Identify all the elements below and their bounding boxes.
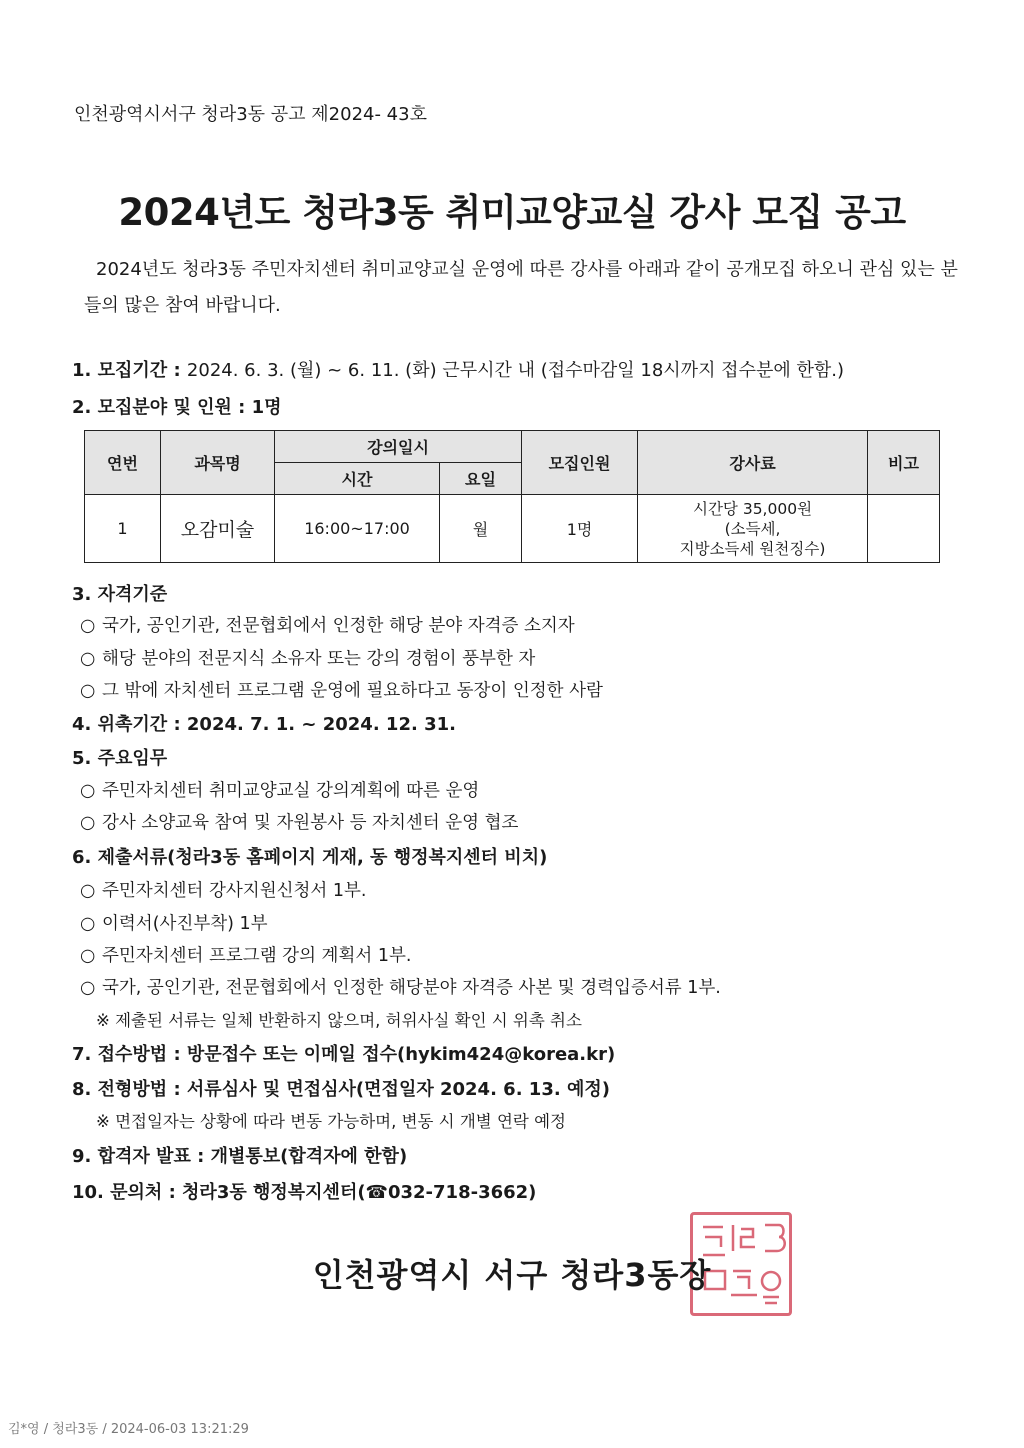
section-5: 5. 주요임무 [72,748,168,769]
list-item: ○ 주민자치센터 강사지원신청서 1부. [80,881,367,901]
list-item: ○ 국가, 공인기관, 전문협회에서 인정한 해당분야 자격증 사본 및 경력입증서류 1부. [80,978,721,998]
list-item: ○ 강사 소양교육 참여 및 자원봉사 등 자치센터 운영 협조 [80,813,519,833]
bullet-icon: ○ [80,914,96,934]
section-1 [72,356,844,382]
header-fee: 강사료 [638,431,868,495]
cell-fee [638,495,868,563]
bullet-icon: ○ [80,681,96,701]
list-item: ○ 국가, 공인기관, 전문협회에서 인정한 해당 분야 자격증 소지자 [80,616,575,636]
bullet-icon: ○ [80,813,96,833]
header-schedule: 강의일시 [275,431,522,463]
section-9: 9. 합격자 발표 : 개별통보(합격자에 한함) [72,1146,408,1167]
section-1-label: 1. 모집기간 : [72,360,187,381]
bullet-icon: ○ [80,978,96,998]
bullet-icon: ○ [80,946,96,966]
section-2: 2. 모집분야 및 인원 : 1명 [72,397,282,418]
fee-line-1: 시간당 35,000원 [692,499,813,518]
bullet-icon: ○ [80,649,96,669]
cell-day: 월 [440,495,522,563]
table-row [85,495,940,563]
cell-time: 16:00~17:00 [275,495,440,563]
fee-line-3: 지방소득세 원천징수) [679,539,826,558]
issuer-signature: 인천광역시 서구 청라3동장 [312,1256,712,1294]
recruitment-table [84,430,940,563]
section-10: 10. 문의처 : 청라3동 행정복지센터(☎032-718-3662) [72,1182,537,1203]
bullet-icon: ○ [80,781,96,801]
list-item: ○ 해당 분야의 전문지식 소유자 또는 강의 경험이 풍부한 자 [80,649,536,669]
bullet-icon: ○ [80,616,96,636]
cell-note [868,495,940,563]
bullet-icon: ○ [80,881,96,901]
submission-note: ※ 제출된 서류는 일체 반환하지 않으며, 허위사실 확인 시 위촉 취소 [96,1011,582,1030]
document-number: 인천광역시서구 청라3동 공고 제2024- 43호 [74,104,427,125]
cell-course: 오감미술 [161,495,275,563]
fee-line-2: (소득세, [724,519,781,538]
header-note: 비고 [868,431,940,495]
header-course: 과목명 [161,431,275,495]
document-title: 2024년도 청라3동 취미교양교실 강사 모집 공고 [118,191,906,234]
section-6: 6. 제출서류(청라3동 홈페이지 게재, 동 행정복지센터 비치) [72,847,548,868]
header-count: 모집인원 [522,431,638,495]
section-8: 8. 전형방법 : 서류심사 및 면접심사(면접일자 2024. 6. 13. 예정) [72,1079,610,1100]
cell-no: 1 [85,495,161,563]
interview-note: ※ 면접일자는 상황에 따라 변동 가능하며, 변동 시 개별 연락 예정 [96,1112,566,1131]
list-item: ○ 그 밖에 자치센터 프로그램 운영에 필요하다고 동장이 인정한 사람 [80,681,603,701]
list-item: ○ 주민자치센터 프로그램 강의 계획서 1부. [80,946,412,966]
section-3: 3. 자격기준 [72,584,168,605]
section-1-text: 2024. 6. 3. (월) ~ 6. 11. (화) 근무시간 내 (접수마감일 18시까지 접수분에 한함.) [186,360,844,381]
header-time: 시간 [275,463,440,495]
section-4: 4. 위촉기간 : 2024. 7. 1. ~ 2024. 12. 31. [72,714,456,735]
print-footer: 김*영 / 청라3동 / 2024-06-03 13:21:29 [8,1422,249,1437]
list-item: ○ 주민자치센터 취미교양교실 강의계획에 따른 운영 [80,781,480,801]
cell-count: 1명 [522,495,638,563]
list-item: ○ 이력서(사진부착) 1부 [80,914,268,934]
header-no: 연번 [85,431,161,495]
section-7: 7. 접수방법 : 방문접수 또는 이메일 접수(hykim424@korea.kr) [72,1044,616,1065]
header-day: 요일 [440,463,522,495]
intro-paragraph: 2024년도 청라3동 주민자치센터 취미교양교실 운영에 따른 강사를 아래과 같이 공개모집 하오니 관심 있는 분들의 많은 참여 바랍니다. [84,259,958,316]
